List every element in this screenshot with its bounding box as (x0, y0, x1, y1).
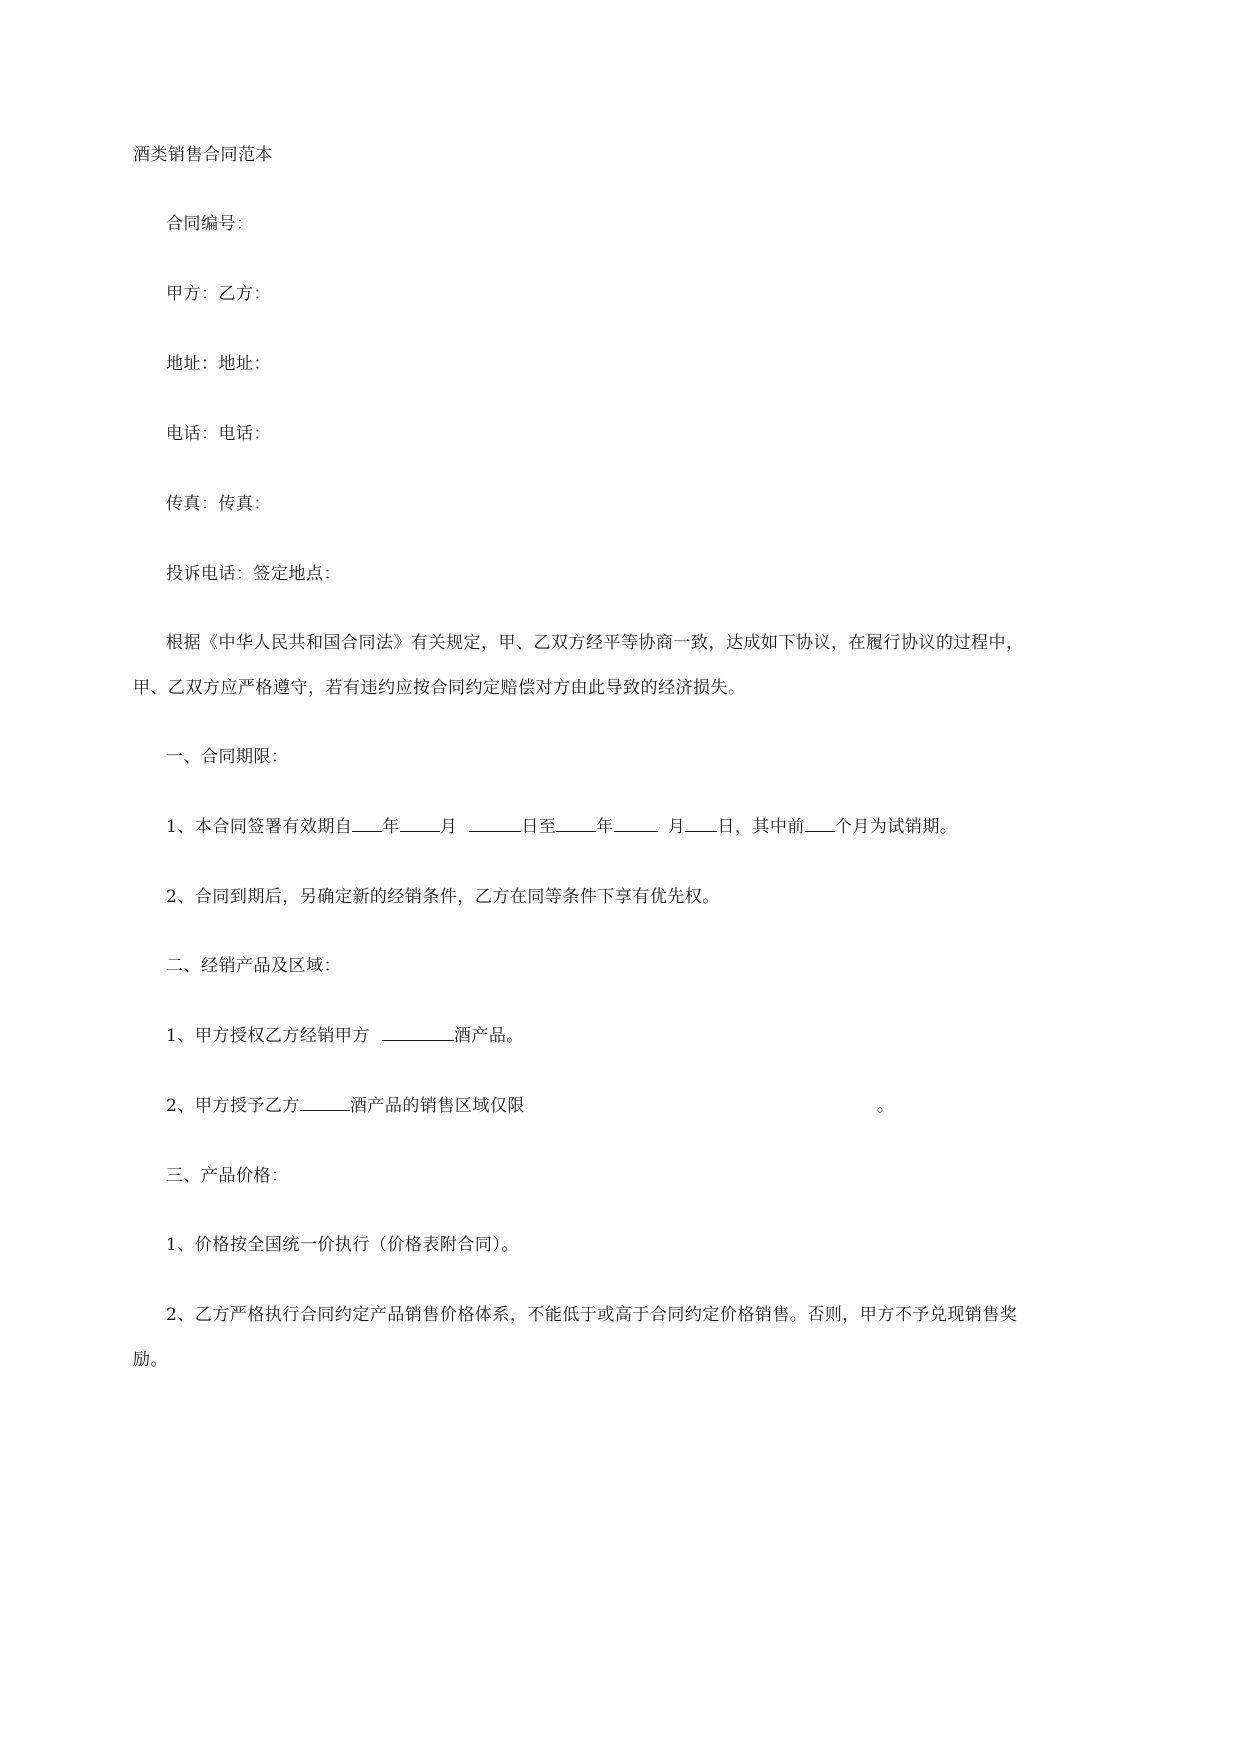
day-to-text: 日至 (521, 817, 557, 837)
year-end-blank (556, 815, 596, 832)
day-end-blank (685, 815, 717, 832)
month-start-blank (400, 815, 440, 832)
phone-label: 电话：电话： (166, 424, 271, 444)
region-product-blank (300, 1094, 350, 1111)
fax-label: 传真：传真： (166, 494, 271, 514)
region-middle: 酒产品的销售区域仅限 (349, 1096, 525, 1116)
product-name-blank (382, 1024, 454, 1041)
section-3-item-1: 1、价格按全国统一价执行（价格表附合同）。 (166, 1235, 519, 1255)
day-start-blank (469, 815, 521, 832)
section-1-item-2: 2、合同到期后，另确定新的经销条件，乙方在同等条件下享有优先权。 (166, 887, 720, 907)
authorize-prefix: 1、甲方授权乙方经销甲方 (166, 1026, 370, 1046)
address-label: 地址：地址： (166, 354, 271, 374)
day-end-text: 日，其中前 (717, 817, 805, 837)
section-1-heading: 一、合同期限： (166, 747, 289, 767)
region-end: 。 (876, 1096, 895, 1116)
year-end-unit: 年 (596, 817, 614, 837)
document-title: 酒类销售合同范本 (133, 145, 273, 165)
section-2-heading: 二、经销产品及区域： (166, 956, 341, 976)
month-start-unit: 月 (439, 817, 458, 837)
year-start-unit: 年 (382, 817, 400, 837)
section-3-item-2-line-2: 励。 (133, 1350, 168, 1370)
section-1-item-1 (166, 815, 957, 839)
contract-number-label: 合同编号： (166, 214, 254, 234)
preamble-line-1: 根据《中华人民共和国合同法》有关规定，甲、乙双方经平等协商一致，达成如下协议，在履行协议的过程中， (166, 633, 1024, 653)
complaint-phone-label: 投诉电话：签定地点： (166, 564, 341, 584)
month-end-unit: 月 (667, 817, 686, 837)
section-2-item-2 (166, 1094, 894, 1118)
authorize-suffix: 酒产品。 (453, 1026, 524, 1046)
term-prefix: 1、本合同签署有效期自 (166, 817, 353, 837)
region-prefix: 2、甲方授予乙方 (166, 1096, 300, 1116)
term-suffix: 个月为试销期。 (834, 817, 958, 837)
month-end-blank (614, 815, 658, 832)
section-3-item-2-line-1: 2、乙方严格执行合同约定产品销售价格体系，不能低于或高于合同约定价格销售。否则，甲方不予兑现销售奖 (166, 1305, 1018, 1325)
year-start-blank (352, 815, 382, 832)
parties-label: 甲方：乙方： (166, 284, 271, 304)
section-2-item-1 (166, 1024, 524, 1048)
preamble-line-2: 甲、乙双方应严格遵守，若有违约应按合同约定赔偿对方由此导致的经济损失。 (133, 678, 746, 698)
section-3-heading: 三、产品价格： (166, 1166, 289, 1186)
trial-months-blank (805, 815, 835, 832)
